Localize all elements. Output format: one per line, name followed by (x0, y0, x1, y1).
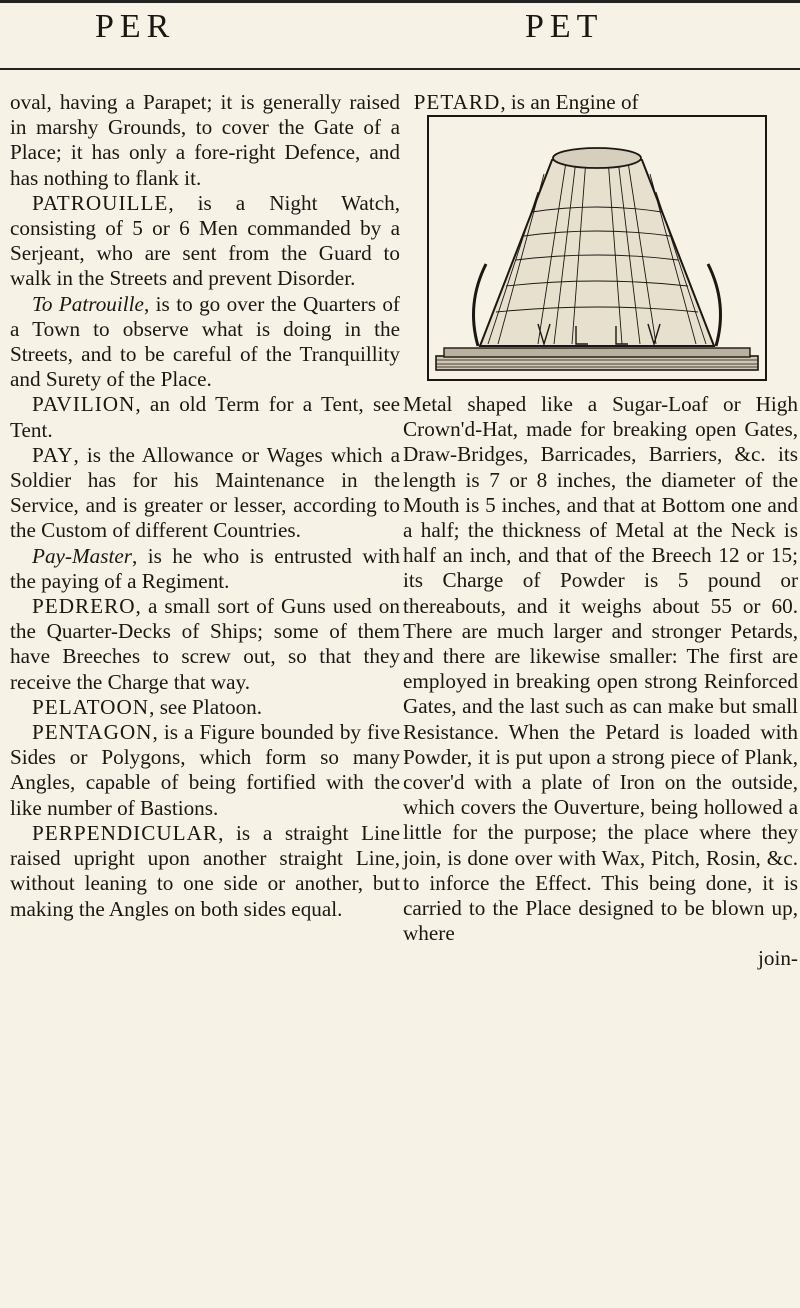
headword-pay: PAY (32, 442, 74, 467)
entry-pedrero (10, 594, 400, 695)
headword-petard: PETARD (413, 90, 501, 114)
headword-pelatoon: PELATOON (32, 694, 150, 719)
header-rule (0, 68, 800, 70)
headword-pay-master: Pay-Master (32, 543, 133, 568)
definition-petard: Metal shaped like a Sugar-Loaf or High Crown'd-Hat, made for breaking open Gates, Draw-Bridges, Barricades, Barriers, &c. its length is 7 or 8 inches, the diameter of the Mouth is 5 inches, and that at Bottom one and a half; the thickness of Metal at the Neck is half an inch, and that of the Breech 12 or 15; its Charge of Powder is 5 pound or thereabouts, and it weighs about 55 or 60. There are much larger and stronger Petards, and there are likewise smaller: The first are employed in breaking open strong Reinforced Gates, and the last such as can make but small Resistance. When the Petard is loaded with Powder, it is put upon a strong piece of Plank, cover'd with a plate of Iron on the outside, which covers the Ouverture, being hollowed a little for the purpose; the place where they join, is done over with Wax, Pitch, Rosin, &c. to inforce the Effect. This being done, it is carried to the Place designed to be blown up, where (403, 392, 798, 946)
entry-parapet-continued: oval, having a Parapet; it is generally raised in marshy Grounds, to cover the Gate of a Place; it has only a fore-right Defence, and has nothing to flank it. (10, 90, 400, 190)
running-head-left: PER (95, 8, 176, 45)
headword-perpendicular: PERPENDICULAR (32, 820, 219, 845)
entry-petard-head (403, 90, 793, 115)
definition-pentagon: , is a Figure bounded by five Sides or Polygons, which form so many Angles, capable of being fortified with the like number of Bastions. (10, 720, 400, 820)
entry-pelatoon (10, 695, 400, 720)
entry-patrouille (10, 191, 400, 292)
definition-patrouille: , is a Night Watch, consisting of 5 or 6 Men commanded by a Serjeant, who are sent from the Guard to walk in the Streets and prevent Disorder. (10, 190, 400, 291)
entry-pay-master (10, 544, 400, 594)
definition-to-patrouille: , is to go over the Quarters of a Town to observe what is doing in the Streets, and to be careful of the Tranquillity and Surety of the Place. (10, 291, 400, 392)
headword-pavilion: PAVILION (32, 392, 136, 417)
entry-pentagon (10, 720, 400, 821)
definition-petard-start: , is an Engine of (500, 90, 639, 114)
catchword: join- (757, 946, 798, 971)
entry-to-patrouille (10, 292, 400, 393)
petard-engraving (426, 114, 768, 382)
definition-pelatoon: , see Platoon. (149, 694, 263, 719)
entry-pay (10, 443, 400, 544)
top-rule (0, 0, 800, 3)
right-column (403, 392, 798, 972)
headword-pentagon: PENTAGON (32, 720, 153, 745)
definition-pedrero: , a small sort of Guns used on the Quarter-Decks of Ships; some of them have Breeches to screw out, so that they receive the Charge that way. (10, 594, 400, 694)
running-head-right: PET (525, 8, 604, 45)
right-column-heading (403, 90, 793, 115)
definition-perpendicular: , is a straight Line raised upright upon another straight Line, without leaning to one side or another, but making the Angles on both sides equal. (10, 820, 400, 921)
definition-pay-master: , is he who is entrusted with the paying of a Regiment. (10, 543, 400, 593)
entry-perpendicular (10, 821, 400, 922)
definition-pay: , is the Allowance or Wages which a Soldier has for his Maintenance in the Service, and is greater or lesser, according to the Custom of different Countries. (10, 442, 400, 543)
headword-pedrero: PEDRERO (32, 594, 136, 619)
definition-pavilion: , an old Term for a Tent, see Tent. (10, 392, 400, 442)
entry-pavilion (10, 392, 400, 442)
headword-patrouille: PATROUILLE (32, 190, 169, 215)
headword-to-patrouille: To Patrouille (32, 291, 144, 316)
left-column (10, 90, 400, 922)
